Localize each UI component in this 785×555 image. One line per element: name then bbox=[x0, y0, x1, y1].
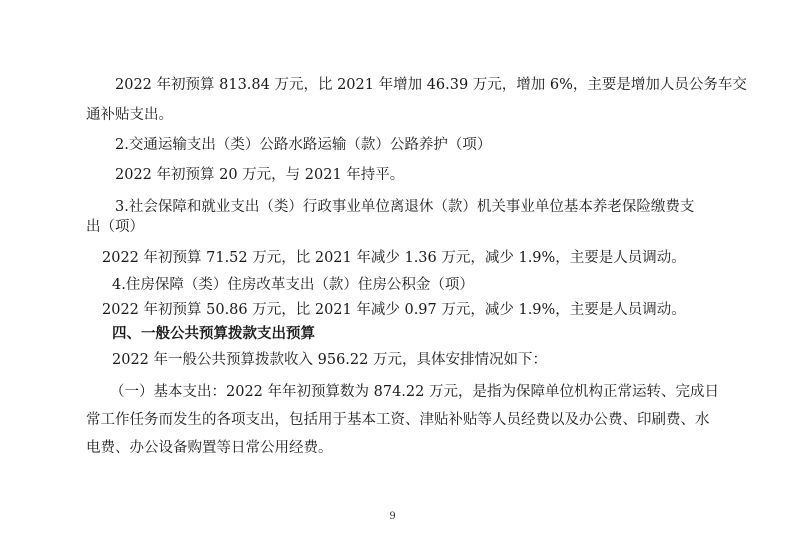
chapter-heading: 四、一般公共预算拨款支出预算 bbox=[112, 325, 315, 342]
paragraph-line: 2022 年初预算 50.86 万元，比 2021 年减少 0.97 万元，减少 1.9%，主要是人员调动。 bbox=[102, 302, 686, 318]
section-heading-line: 4.住房保障（类）住房改革支出（款）住房公积金（项） bbox=[112, 277, 474, 293]
paragraph-line: 电费、办公设备购置等日常公用经费。 bbox=[86, 440, 333, 456]
paragraph-line: 2022 年初预算 20 万元，与 2021 年持平。 bbox=[115, 167, 405, 183]
paragraph-line: 常工作任务而发生的各项支出，包括用于基本工资、津贴补贴等人员经费以及办公费、印刷费、水 bbox=[86, 412, 710, 428]
section-heading-line: 3.社会保障和就业支出（类）行政事业单位离退休（款）机关事业单位基本养老保险缴费支 bbox=[115, 199, 695, 215]
paragraph-line: 2022 年一般公共预算拨款收入 956.22 万元，具体安排情况如下： bbox=[112, 352, 547, 368]
paragraph-line: （一）基本支出：2022 年年初预算数为 874.22 万元，是指为保障单位机构正常运转、完成日 bbox=[110, 384, 719, 400]
page-number: 9 bbox=[389, 511, 396, 522]
section-heading-line: 出（项） bbox=[86, 219, 144, 235]
paragraph-line: 通补贴支出。 bbox=[86, 107, 173, 123]
paragraph-line: 2022 年初预算 71.52 万元，比 2021 年减少 1.36 万元，减少 1.9%，主要是人员调动。 bbox=[102, 250, 686, 266]
paragraph-line: 2022 年初预算 813.84 万元，比 2021 年增加 46.39 万元，增加 6%，主要是增加人员公务车交 bbox=[115, 77, 747, 93]
section-heading-line: 2.交通运输支出（类）公路水路运输（款）公路养护（项） bbox=[115, 137, 492, 153]
